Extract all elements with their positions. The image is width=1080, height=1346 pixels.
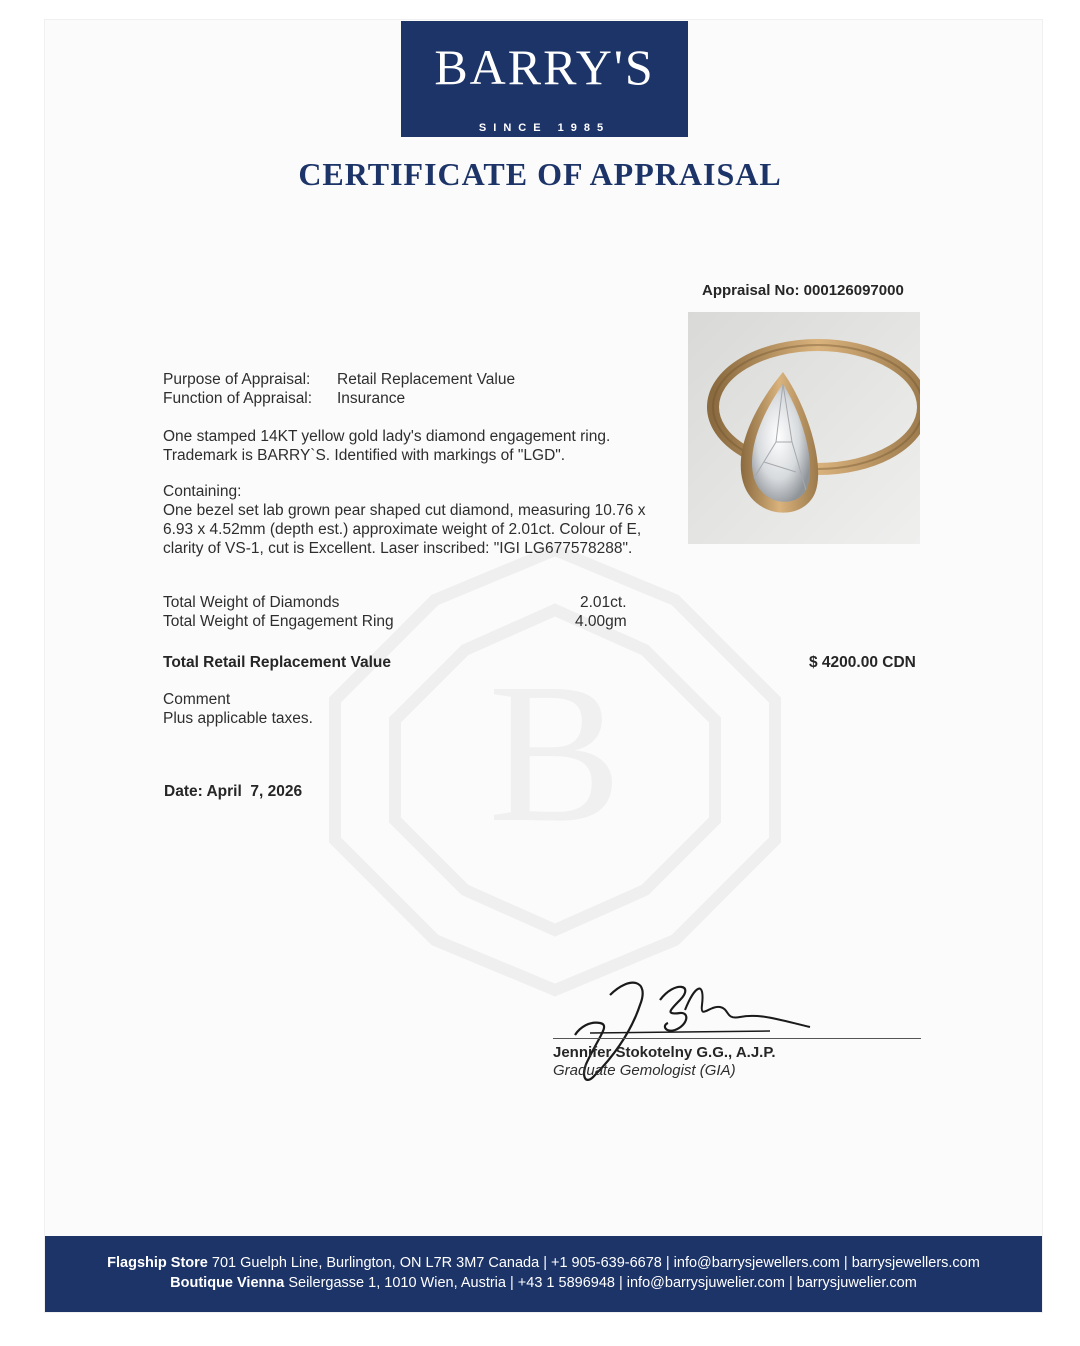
watermark-emblem-icon <box>275 520 835 1010</box>
signature-line <box>553 1038 921 1039</box>
brand-name: BARRY'S <box>434 39 655 95</box>
ring-photo <box>688 312 920 544</box>
footer-vienna-details: Seilergasse 1, 1010 Wien, Austria | +43 1 5896948 | info@barrysjuwelier.com | barrysjuwelier.com <box>284 1275 917 1291</box>
comment-label: Comment <box>163 691 231 708</box>
footer-vienna-label: Boutique Vienna <box>170 1275 285 1291</box>
ring-image-icon <box>688 312 920 544</box>
comment-text: Plus applicable taxes. <box>163 710 313 727</box>
appraisal-number: Appraisal No: 000126097000 <box>702 282 904 299</box>
weight-label-ring: Total Weight of Engagement Ring <box>163 613 394 630</box>
weight-value-diamonds: 2.01ct. <box>580 594 627 611</box>
brand-since: SINCE 1985 <box>478 122 611 134</box>
weight-label-diamonds: Total Weight of Diamonds <box>163 594 340 611</box>
function-value: Insurance <box>337 390 406 407</box>
footer-flagship-label: Flagship Store <box>107 1255 208 1271</box>
appraisal-date: Date: April 7, 2026 <box>164 783 303 800</box>
purpose-value: Retail Replacement Value <box>337 371 516 388</box>
brand-logo <box>401 21 688 137</box>
total-value: $ 4200.00 CDN <box>809 654 916 671</box>
footer-line-flagship <box>45 1254 1042 1272</box>
signatory-title: Graduate Gemologist (GIA) <box>553 1062 736 1079</box>
containing-label: Containing: <box>163 483 242 500</box>
page-title: CERTIFICATE OF APPRAISAL <box>298 156 782 192</box>
containing-line: 6.93 x 4.52mm (depth est.) approximate weight of 2.01ct. Colour of E, <box>163 521 642 538</box>
total-label: Total Retail Replacement Value <box>163 654 391 671</box>
footer-line-vienna <box>45 1274 1042 1292</box>
purpose-label: Purpose of Appraisal: <box>163 371 311 388</box>
function-label: Function of Appraisal: <box>163 390 313 407</box>
svg-text:B: B <box>488 643 622 864</box>
description-line: Trademark is BARRY`S. Identified with markings of "LGD". <box>163 447 566 464</box>
description-line: One stamped 14KT yellow gold lady's diamond engagement ring. <box>163 428 611 445</box>
signatory-name: Jennifer Stokotelny G.G., A.J.P. <box>553 1044 776 1061</box>
footer-bar <box>45 1236 1042 1312</box>
containing-line: clarity of VS-1, cut is Excellent. Laser inscribed: "IGI LG677578288". <box>163 540 633 557</box>
containing-line: One bezel set lab grown pear shaped cut diamond, measuring 10.76 x <box>163 502 646 519</box>
weight-value-ring: 4.00gm <box>575 613 627 630</box>
footer-flagship-details: 701 Guelph Line, Burlington, ON L7R 3M7 Canada | +1 905-639-6678 | info@barrysjewellers.com | barrysjewellers.com <box>207 1255 980 1271</box>
